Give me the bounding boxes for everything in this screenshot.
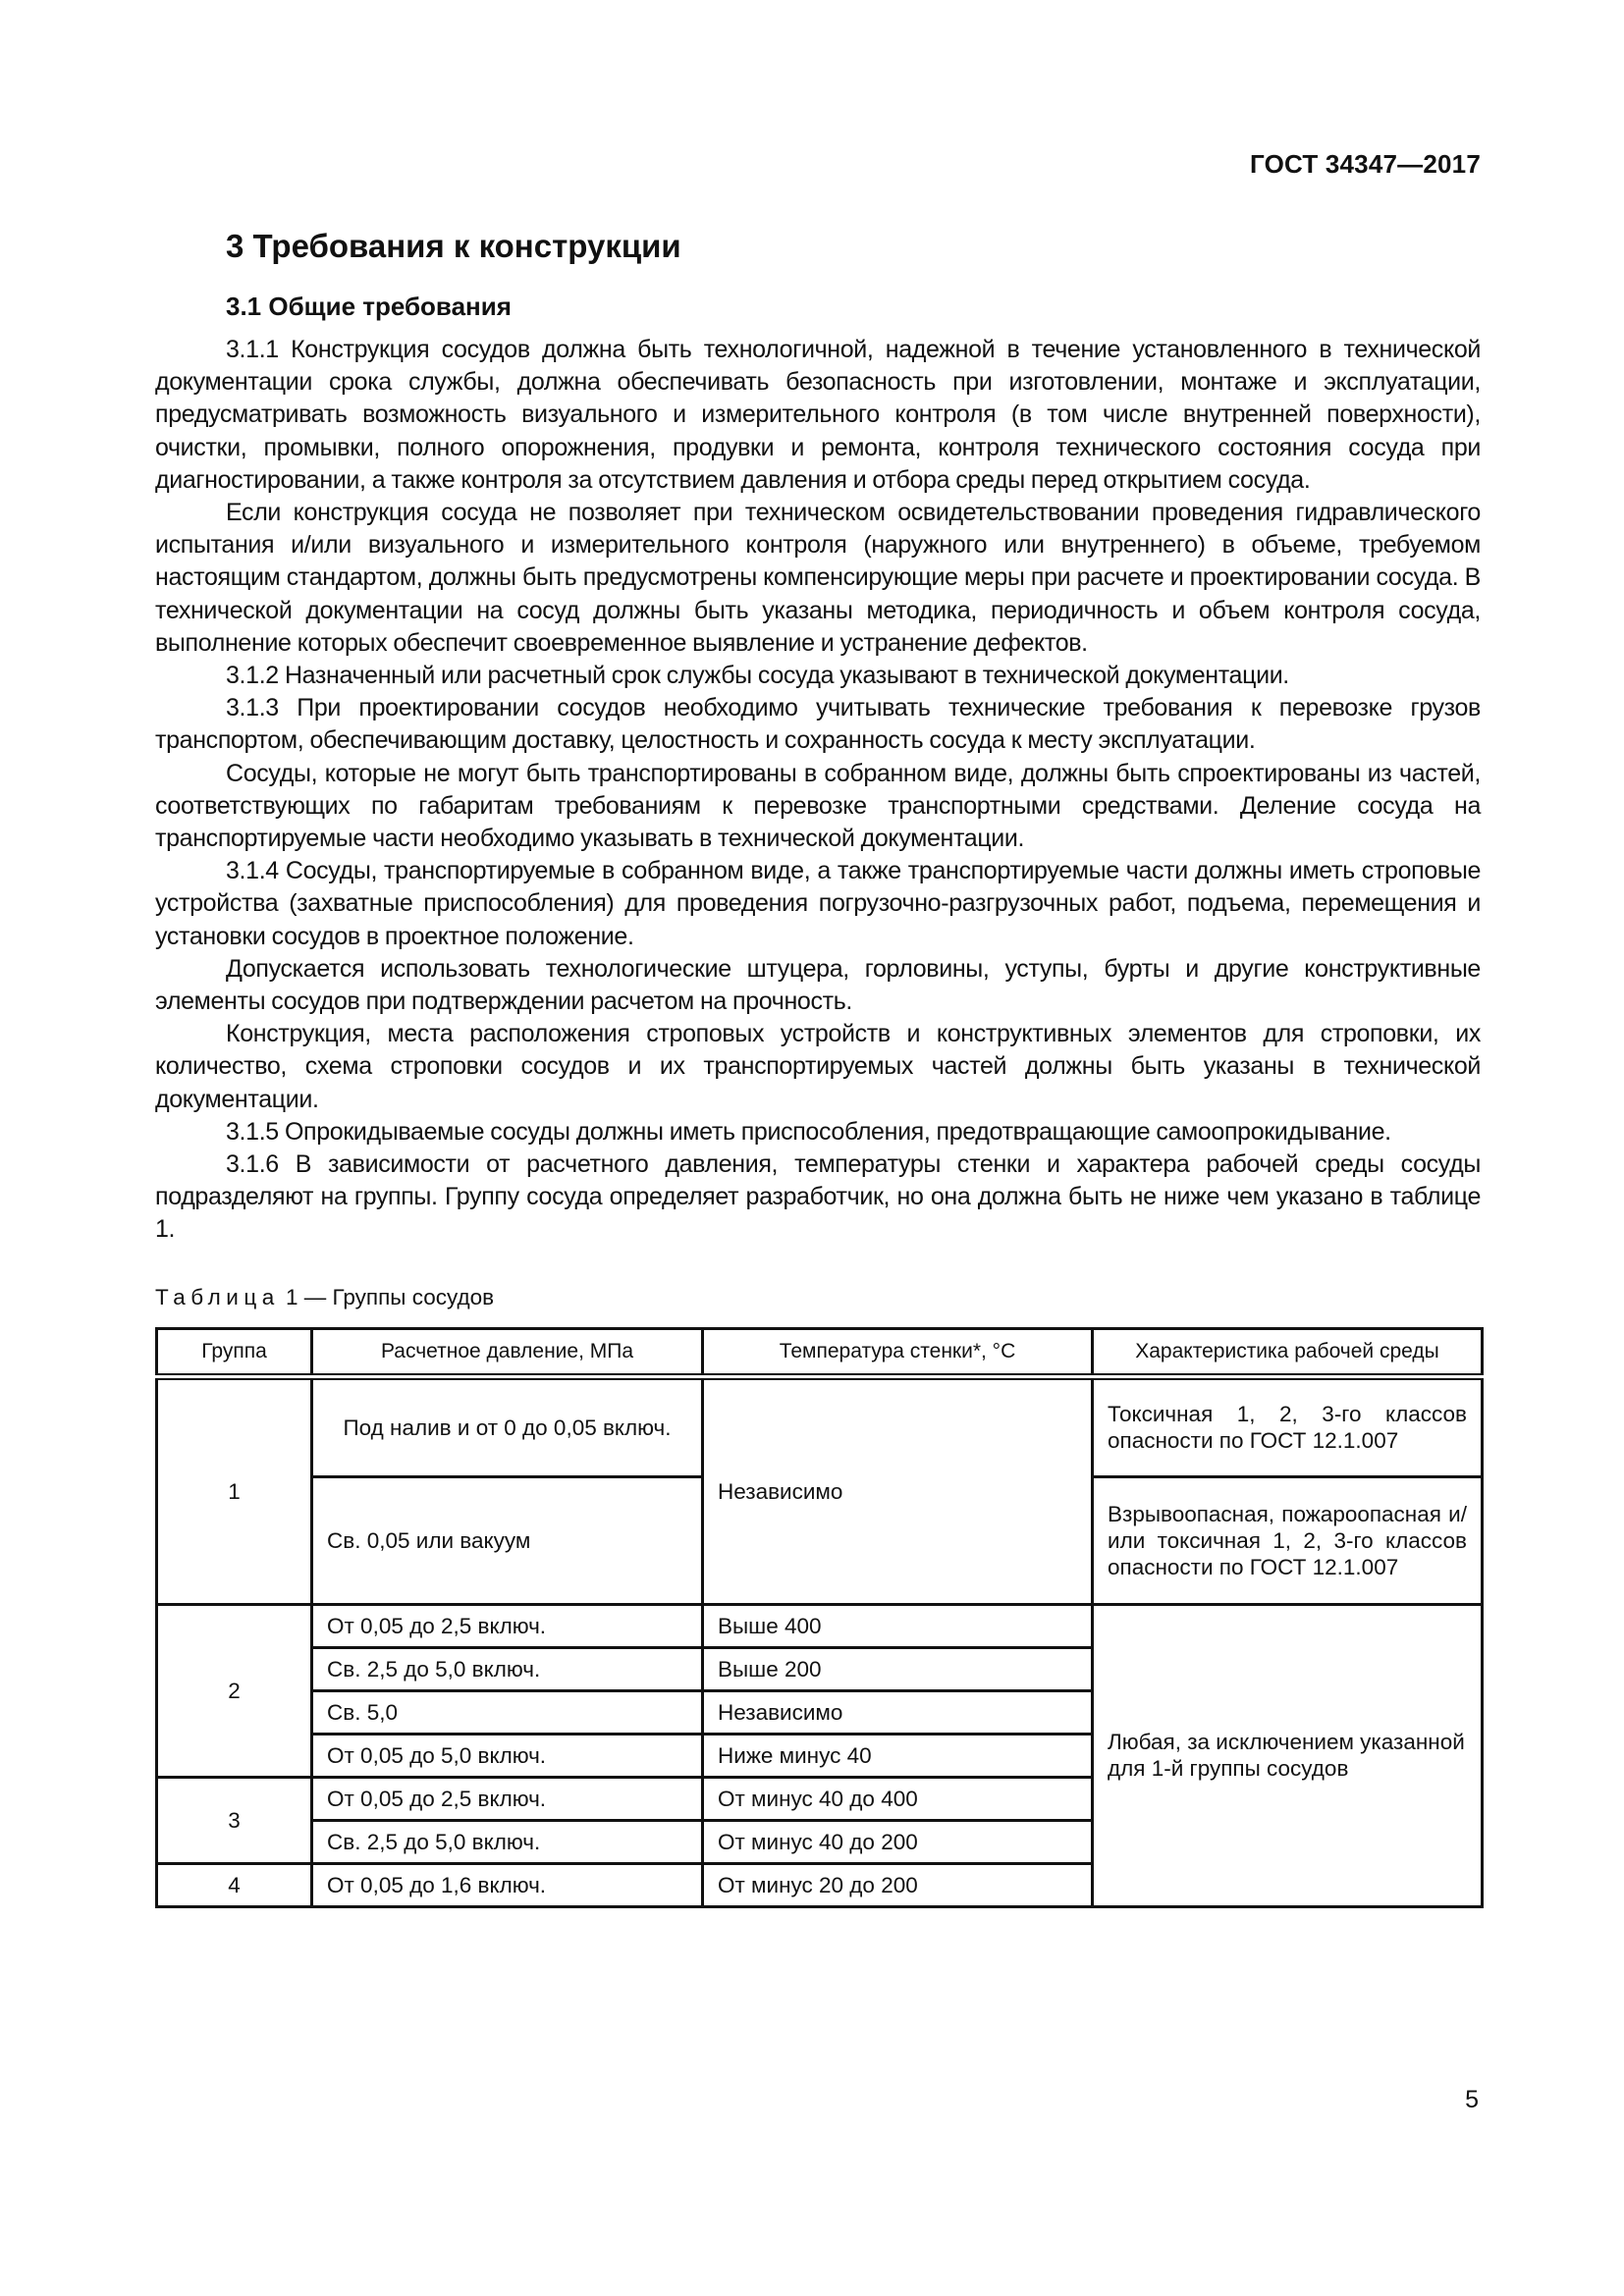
table-header-row xyxy=(157,1328,1483,1376)
pressure-cell: Св. 5,0 xyxy=(312,1690,703,1734)
page-content xyxy=(155,221,1481,1908)
header-group: Группа xyxy=(157,1328,312,1376)
paragraph-3-1-2: 3.1.2 Назначенный или расчетный срок службы сосуда указывают в технической документации. xyxy=(226,662,1289,690)
temperature-cell: От минус 40 до 200 xyxy=(703,1820,1093,1863)
pressure-cell: Св. 0,05 или вакуум xyxy=(312,1476,703,1604)
pressure-cell: Св. 2,5 до 5,0 включ. xyxy=(312,1647,703,1690)
page-number: 5 xyxy=(1465,2086,1479,2113)
paragraph-3-1-5: 3.1.5 Опрокидываемые сосуды должны иметь приспособления, предотвращающие самоопрокидывание. xyxy=(226,1117,1391,1146)
pressure-cell: Под налив и от 0 до 0,05 включ. xyxy=(312,1376,703,1476)
paragraph-3-1-4: 3.1.4 Сосуды, транспортируемые в собранном виде, а также транспортируемые части должны иметь строповые устройства (захватные приспособления) для проведения погрузочно-разгрузочных работ, подъема, перемещения и установки сосудов в проектное положение. xyxy=(155,857,1481,950)
group-cell: 4 xyxy=(157,1863,312,1906)
header-pressure: Расчетное давление, МПа xyxy=(312,1328,703,1376)
paragraph-3-1-6: 3.1.6 В зависимости от расчетного давления, температуры стенки и характера рабочей среды сосуды подразделяют на группы. Группу сосуда определяет разработчик, но она должна быть не ниже чем указано в таблице 1. xyxy=(155,1150,1481,1244)
subsection-title: 3.1 Общие требования xyxy=(226,292,512,321)
group-cell: 3 xyxy=(157,1777,312,1863)
table-caption xyxy=(155,1283,1481,1312)
table-row xyxy=(157,1376,1483,1476)
paragraph-3-1-4-cont-a: Допускается использовать технологические штуцера, горловины, уступы, бурты и другие конструктивные элементы сосудов при подтверждении расчетом на прочность. xyxy=(155,954,1481,1016)
temperature-cell: От минус 40 до 400 xyxy=(703,1777,1093,1820)
document-id-header: ГОСТ 34347—2017 xyxy=(1250,149,1481,179)
medium-cell-other: Любая, за исключением указанной для 1-й группы сосудов xyxy=(1093,1604,1483,1906)
table-row xyxy=(157,1604,1483,1647)
pressure-cell: От 0,05 до 5,0 включ. xyxy=(312,1734,703,1777)
pressure-cell: Св. 2,5 до 5,0 включ. xyxy=(312,1820,703,1863)
temperature-cell: Выше 400 xyxy=(703,1604,1093,1647)
pressure-cell: От 0,05 до 2,5 включ. xyxy=(312,1777,703,1820)
group-cell: 2 xyxy=(157,1604,312,1777)
header-medium: Характеристика рабочей среды xyxy=(1093,1328,1483,1376)
section-title: 3 Требования к конструкции xyxy=(226,228,681,264)
paragraph-3-1-4-cont-b: Конструкция, места расположения строповых устройств и конструктивных элементов для строповки, их количество, схема строповки сосудов и их транспортируемых частей должны быть указаны в технической документации. xyxy=(155,1020,1481,1113)
pressure-cell: От 0,05 до 2,5 включ. xyxy=(312,1604,703,1647)
temperature-cell: Выше 200 xyxy=(703,1647,1093,1690)
paragraph-3-1-1-cont: Если конструкция сосуда не позволяет при техническом освидетельствовании проведения гидравлического испытания и/или визуального и измерительного контроля (наружного или внутреннего) в объеме, требуемом настоящим стандартом, должны быть предусмотрены компенсирующие меры при расчете и проектировании сосуда. В технической документации на сосуд должны быть указаны методика, периодичность и объем контроля сосуда, выполнение которых обеспечит своевременное выявление и устранение дефектов. xyxy=(155,499,1481,657)
paragraph-3-1-1: 3.1.1 Конструкция сосудов должна быть технологичной, надежной в течение установленного в технической документации срока службы, должна обеспечивать безопасность при изготовлении, монтаже и эксплуатации, предусматривать возможность визуального и измерительного контроля (в том числе внутренней поверхности), очистки, промывки, полного опорожнения, продувки и ремонта, контроля технического состояния сосуда при диагностировании, а также контроля за отсутствием давления и отбора среды перед открытием сосуда. xyxy=(155,336,1481,494)
paragraph-3-1-3: 3.1.3 При проектировании сосудов необходимо учитывать технические требования к перевозке грузов транспортом, обеспечивающим доставку, целостность и сохранность сосуда к месту эксплуатации. xyxy=(155,694,1481,755)
temperature-cell: Ниже минус 40 xyxy=(703,1734,1093,1777)
group-cell: 1 xyxy=(157,1376,312,1604)
medium-cell: Токсичная 1, 2, 3-го классов опасности по ГОСТ 12.1.007 xyxy=(1093,1376,1483,1476)
paragraph-3-1-3-cont: Сосуды, которые не могут быть транспортированы в собранном виде, должны быть спроектированы из частей, соответствующих по габаритам требованиям к перевозке транспортными средствами. Деление сосуда на транспортируемые части необходимо указывать в технической документации. xyxy=(155,759,1481,853)
temperature-cell: Независимо xyxy=(703,1690,1093,1734)
medium-cell: Взрывоопасная, пожароопасная и/или токсичная 1, 2, 3-го классов опасности по ГОСТ 12.1.007 xyxy=(1093,1476,1483,1604)
pressure-cell: От 0,05 до 1,6 включ. xyxy=(312,1863,703,1906)
table-caption-label: Таблица xyxy=(155,1284,280,1309)
table-caption-title: 1 — Группы сосудов xyxy=(279,1284,495,1309)
header-wall-temperature: Температура стенки*, °С xyxy=(703,1328,1093,1376)
temperature-cell: От минус 20 до 200 xyxy=(703,1863,1093,1906)
vessel-groups-table xyxy=(155,1327,1484,1908)
temperature-cell: Независимо xyxy=(703,1376,1093,1604)
